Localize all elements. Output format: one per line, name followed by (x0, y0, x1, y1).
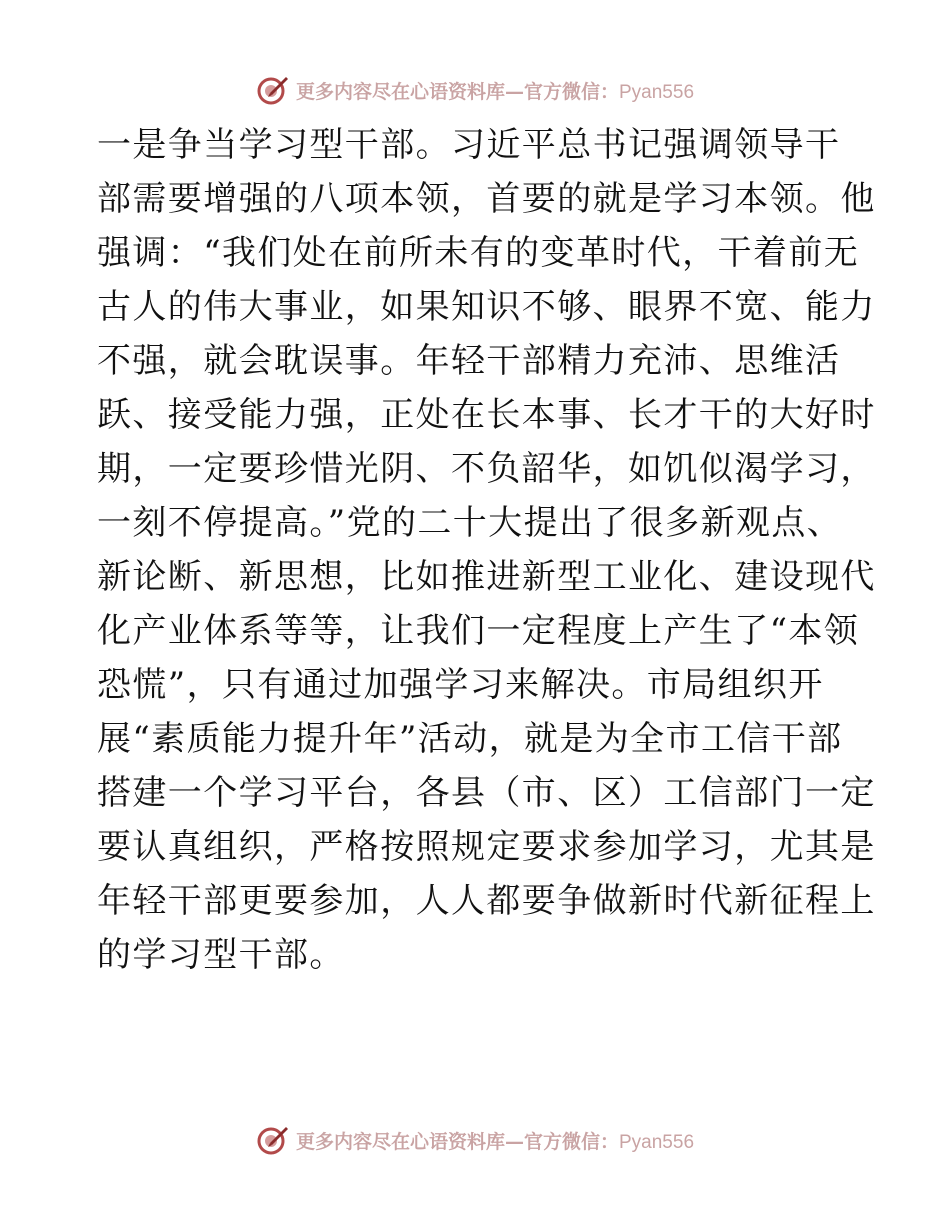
body-line: 要认真组织，严格按照规定要求参加学习，尤其是 (97, 827, 876, 867)
footer-watermark (0, 1120, 950, 1160)
watermark-brand: 更多内容尽在心语资料库 (295, 1130, 505, 1153)
body-line: 强调：“我们处在前所未有的变革时代，干着前无 (97, 233, 860, 273)
watermark-wechat-label: 官方微信： (523, 80, 619, 103)
watermark-wechat-id: Pyan556 (619, 81, 695, 103)
body-line: 搭建一个学习平台，各县（市、区）工信部门一定 (97, 773, 876, 813)
watermark-separator: — (504, 1130, 524, 1153)
body-line: 恐慌”，只有通过加强学习来解决。市局组织开 (97, 665, 824, 705)
body-line: 一刻不停提高。”党的二十大提出了很多新观点、 (97, 503, 843, 543)
body-line: 跃、接受能力强，正处在长本事、长才干的大好时 (97, 395, 876, 435)
header-watermark (0, 70, 950, 110)
document-body (97, 118, 876, 982)
quill-pen-logo-icon (256, 73, 290, 107)
watermark-text (296, 1127, 694, 1154)
body-line: 化产业体系等等，让我们一定程度上产生了“本领 (97, 611, 860, 651)
body-line: 的学习型干部。 (97, 935, 345, 975)
body-line: 不强，就会耽误事。年轻干部精力充沛、思维活 (97, 341, 841, 381)
watermark-wechat-id: Pyan556 (619, 1131, 695, 1153)
body-line: 年轻干部更要参加，人人都要争做新时代新征程上 (97, 881, 876, 921)
body-line: 一是争当学习型干部。习近平总书记强调领导干 (97, 125, 841, 165)
body-line: 古人的伟大事业，如果知识不够、眼界不宽、能力 (97, 287, 876, 327)
body-line: 部需要增强的八项本领，首要的就是学习本领。他 (97, 179, 876, 219)
watermark-text (296, 77, 694, 104)
watermark-wechat-label: 官方微信： (523, 1130, 619, 1153)
body-line: 展“素质能力提升年”活动，就是为全市工信干部 (97, 719, 843, 759)
watermark-brand: 更多内容尽在心语资料库 (295, 80, 505, 103)
body-line: 期，一定要珍惜光阴、不负韶华，如饥似渴学习， (97, 449, 876, 489)
body-line: 新论断、新思想，比如推进新型工业化、建设现代 (97, 557, 876, 597)
watermark-separator: — (504, 80, 524, 103)
quill-pen-logo-icon (256, 1123, 290, 1157)
